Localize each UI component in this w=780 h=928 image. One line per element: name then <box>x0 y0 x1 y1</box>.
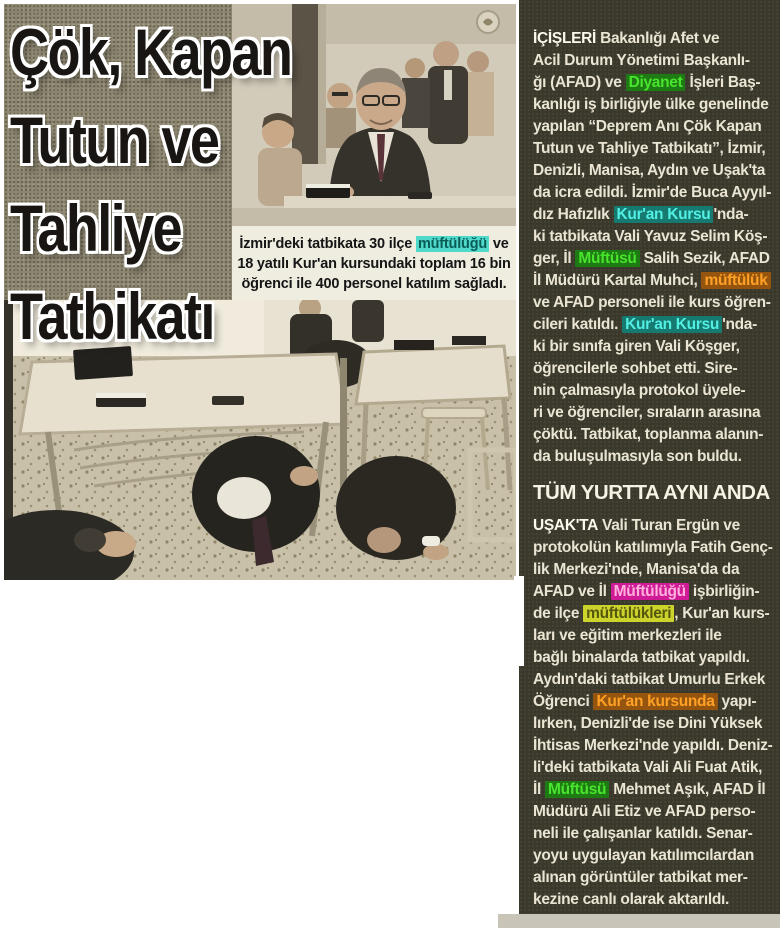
text-segment: İl Müdürü Kartal Muhci, <box>533 272 702 289</box>
text-segment: ki bir sınıfa giren Vali Köşger, <box>533 338 740 355</box>
text-segment: dız Hafızlık <box>533 206 614 223</box>
text-segment: ve AFAD personeli ile kurs öğren- <box>533 294 771 311</box>
text-segment: İzmir'deki tatbikata 30 ilçe <box>239 236 416 252</box>
text-segment: yoyu uygulayan katılımcılardan <box>533 847 754 864</box>
article-line <box>533 889 770 911</box>
left-clipping-block <box>4 4 516 580</box>
text-segment: Öğrenci <box>533 693 594 710</box>
text-segment: nin çalmasıyla protokol üyele- <box>533 382 746 399</box>
text-segment: lik Merkezi'nde, Manisa'da da <box>533 561 740 578</box>
text-segment: yapı- <box>717 693 757 710</box>
article-line <box>533 50 770 72</box>
highlight-green: Müftüsü <box>575 250 639 267</box>
article-line <box>533 138 770 160</box>
headline <box>10 8 292 360</box>
article-line <box>533 669 770 691</box>
highlight-green: Müftüsü <box>545 781 609 798</box>
text-segment: da icra edildi. İzmir'de Buca Ayyıl- <box>533 184 772 201</box>
text-segment: Acil Durum Yönetimi Başkanlı- <box>533 52 750 69</box>
text-segment: cileri katıldı. <box>533 316 623 333</box>
text-segment: 18 yatılı Kur'an kursundaki toplam 16 bin <box>237 256 511 272</box>
article-subheading: TÜM YURTTA AYNI ANDA <box>533 481 770 504</box>
headline-line: Tatbikatı <box>10 279 214 353</box>
article-line <box>533 537 773 559</box>
text-segment: Bakanlığı Afet ve <box>596 30 720 47</box>
highlight-magenta: Müftülüğü <box>611 583 689 600</box>
clipping-edge-notch <box>514 576 524 666</box>
article-line <box>533 270 770 292</box>
article-line <box>533 160 770 182</box>
highlight-cyan: Kur'an Kursu <box>622 316 722 333</box>
lead-word: İÇİŞLERİ <box>533 30 597 47</box>
text-segment: öğrencilerle sohbet etti. Sire- <box>533 360 738 377</box>
text-segment: lırken, Denizli'de ise Dini Yüksek <box>533 715 763 732</box>
text-segment: ki tatbikata Vali Yavuz Selim Köş- <box>533 228 768 245</box>
lead-word: UŞAK'TA <box>533 517 599 534</box>
article-line <box>533 292 770 314</box>
text-segment: 'nda- <box>722 316 757 333</box>
text-segment: 'nda- <box>713 206 749 223</box>
phone-on-desk <box>408 192 432 199</box>
text-segment: Aydın'daki tatbikat Umurlu Erkek <box>533 671 766 688</box>
text-segment: da buluşulmasıyla son buldu. <box>533 448 742 465</box>
article-paragraph-2 <box>533 515 773 911</box>
article-line <box>533 226 770 248</box>
highlight-cyan: Kur'an Kursu <box>614 206 714 223</box>
article-line <box>533 182 770 204</box>
text-segment: ve <box>489 236 509 252</box>
text-segment: ları ve eğitim merkezleri ile <box>533 627 722 644</box>
article-line <box>533 581 770 603</box>
text-segment: Salih Sezik, AFAD <box>639 250 770 267</box>
article-line <box>533 402 770 424</box>
text-segment: bağlı binalarda tatbikat yapıldı. <box>533 649 750 666</box>
article-line <box>533 424 770 446</box>
article-line <box>533 28 770 50</box>
article-line <box>533 380 770 402</box>
article-line <box>533 801 770 823</box>
highlight-green: Diyanet <box>626 74 686 91</box>
article-line <box>533 823 770 845</box>
text-segment: çöktü. Tatbikat, toplanma alanın- <box>533 426 764 443</box>
article-line <box>533 559 770 581</box>
article-line <box>533 248 770 270</box>
article-line <box>533 625 770 647</box>
article-line <box>533 713 770 735</box>
headline-line: Tutun ve <box>10 103 219 177</box>
text-segment: li'deki tatbikata Vali Ali Fuat Atik, <box>533 759 763 776</box>
highlight-cyanLight: müftülüğü <box>417 236 488 252</box>
text-segment: işbirliğin- <box>688 583 760 600</box>
text-segment: neli ile çalışanlar katıldı. Senar- <box>533 825 753 842</box>
article-line <box>533 204 770 226</box>
text-segment: İhtisas Merkezi'nde yapıldı. Deniz- <box>533 737 773 754</box>
text-segment: kanlığı iş birliğiyle ülke genelinde <box>533 96 769 113</box>
article-column <box>519 0 780 914</box>
text-segment: yapılan “Deprem Anı Çök Kapan <box>533 118 762 135</box>
article-line <box>533 116 770 138</box>
article-line <box>533 779 770 801</box>
article-line <box>533 314 770 336</box>
text-segment: AFAD ve İl <box>533 583 611 600</box>
text-segment: Müdürü Ali Etiz ve AFAD perso- <box>533 803 756 820</box>
article-line <box>533 867 770 889</box>
background-person-head <box>467 51 489 73</box>
text-segment: İşleri Baş- <box>685 74 761 91</box>
text-segment: Vali Turan Ergün ve <box>598 517 740 534</box>
text-segment: Denizli, Manisa, Aydın ve Uşak'ta <box>533 162 766 179</box>
text-segment: Mehmet Aşık, AFAD İl <box>609 781 766 798</box>
article-line <box>533 691 770 713</box>
highlight-orange: müftülük <box>701 272 770 289</box>
inset-desk <box>284 196 516 210</box>
text-segment: ri ve öğrenciler, sıraların arasına <box>533 404 761 421</box>
article-line <box>533 647 770 669</box>
background-official-head <box>433 41 459 67</box>
text-segment: alınan görüntüler tatbikat mer- <box>533 869 748 886</box>
article-line <box>533 72 770 94</box>
highlight-orange: Kur'an kursunda <box>593 693 717 710</box>
door-frame <box>292 4 318 164</box>
kneeling-man-right <box>336 456 456 560</box>
text-segment: ğı (AFAD) ve <box>533 74 626 91</box>
text-segment: Tutun ve Tahliye Tatbikatı”, İzmir, <box>533 140 766 157</box>
text-segment: protokolün katılımıyla Fatih Genç- <box>533 539 773 556</box>
article-line <box>533 603 770 625</box>
headline-line: Çök, Kapan <box>10 15 292 89</box>
article-line <box>533 735 773 757</box>
article-line <box>533 845 770 867</box>
text-segment: İl <box>533 781 546 798</box>
article-paragraph-1 <box>533 28 770 468</box>
text-segment: , Kur'an kurs- <box>674 605 770 622</box>
article-line <box>533 446 770 468</box>
text-segment: öğrenci ile 400 personel katılım sağladı. <box>241 276 507 292</box>
text-segment: de ilçe <box>533 605 584 622</box>
text-segment: kezine canlı olarak aktarıldı. <box>533 891 730 908</box>
highlight-yellow: müftülükleri <box>583 605 674 622</box>
article-line <box>533 757 770 779</box>
article-line <box>533 336 770 358</box>
text-segment: ger, İl <box>533 250 576 267</box>
article-line <box>533 94 770 116</box>
clipping-bottom-strip <box>498 914 780 928</box>
article-line <box>533 358 770 380</box>
headline-line: Tahliye <box>10 191 181 265</box>
article-line <box>533 515 770 537</box>
